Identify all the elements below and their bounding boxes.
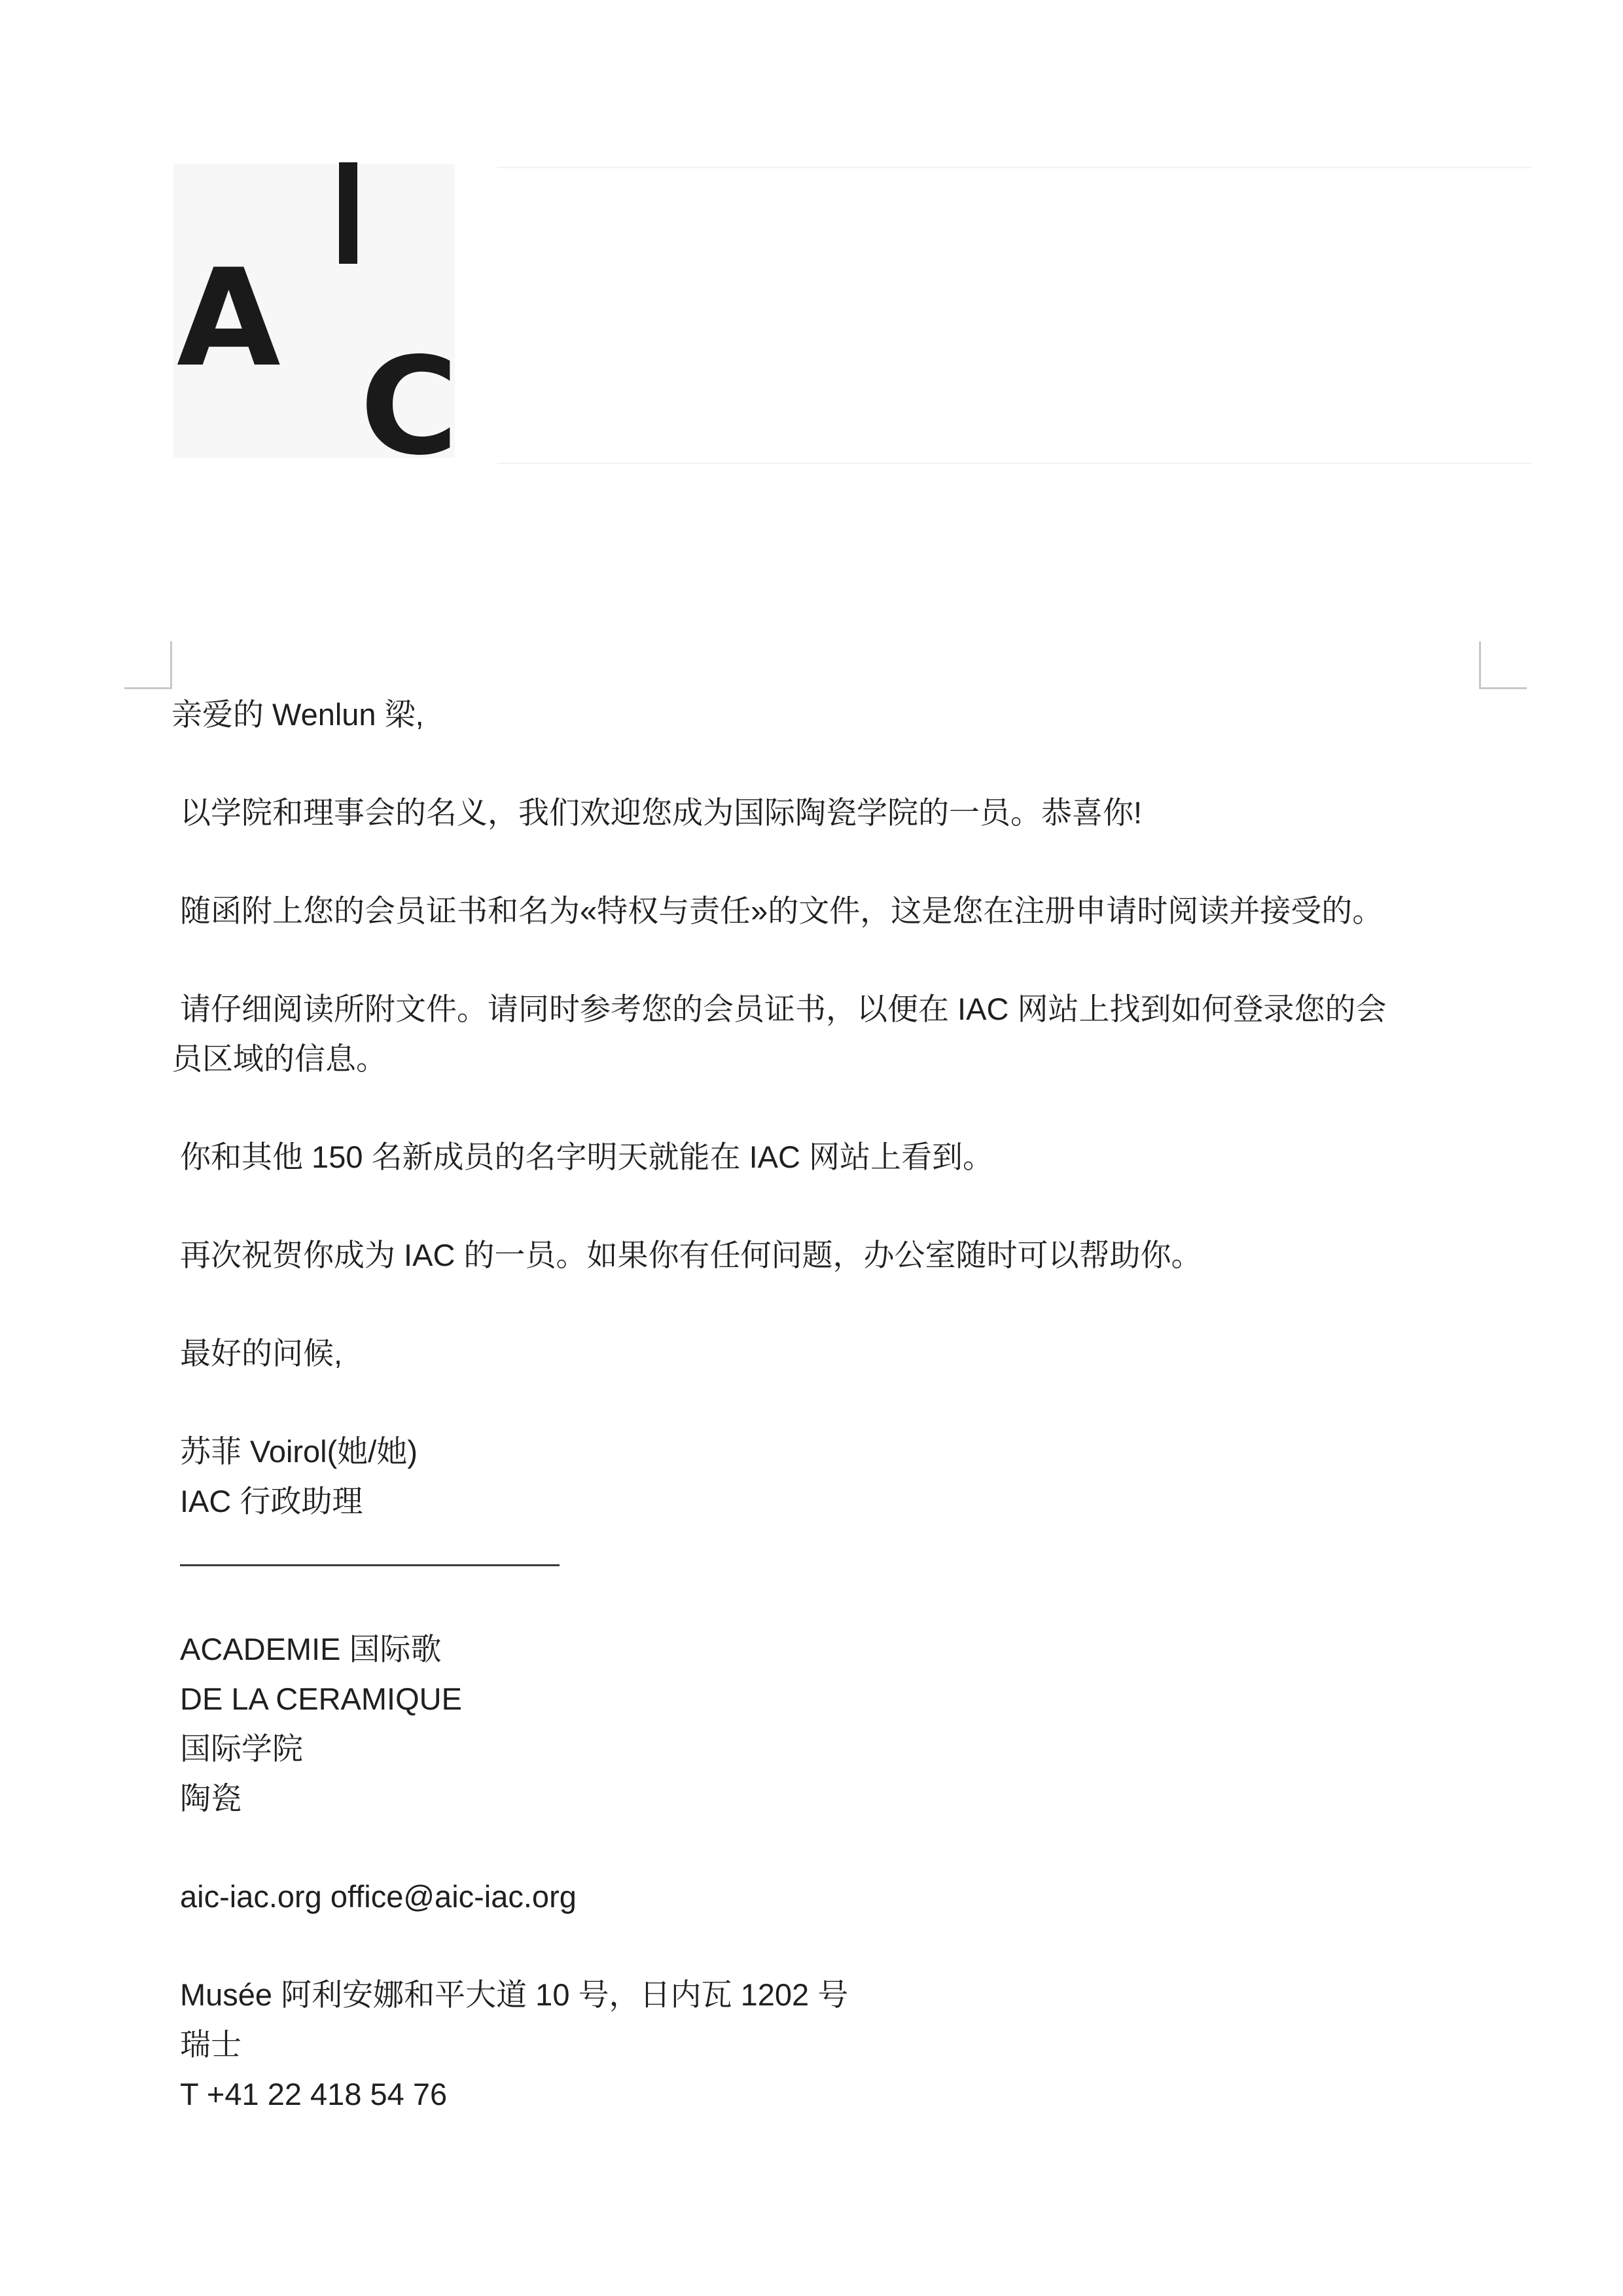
paragraph-attachments: 随函附上您的会员证书和名为«特权与责任»的文件，这是您在注册申请时阅读并接受的。 (180, 893, 1383, 928)
paragraph-congratulations: 再次祝贺你成为 IAC 的一员。如果你有任何问题，办公室随时可以帮助你。 (180, 1238, 1202, 1272)
web-and-email: aic-iac.org office@aic-iac.org (180, 1879, 577, 1914)
logo-letter-a: A (177, 241, 281, 397)
phone-number: T +41 22 418 54 76 (180, 2077, 448, 2111)
margin-corner-right (1479, 641, 1527, 689)
paragraph-welcome: 以学院和理事会的名义，我们欢迎您成为国际陶瓷学院的一员。恭喜你! (180, 795, 1143, 830)
logo-letter-i (339, 162, 357, 264)
salutation: 亲爱的 Wenlun 梁, (171, 697, 424, 732)
address-line2: 瑞士 (180, 2027, 241, 2062)
org-name-line3: 国际学院 (180, 1731, 303, 1766)
org-name-line4: 陶瓷 (180, 1781, 241, 1816)
signature-rule (180, 1564, 560, 1566)
margin-corner-left (124, 641, 172, 689)
org-name-line1: ACADEMIE 国际歌 (180, 1632, 442, 1666)
closing: 最好的问候, (180, 1336, 343, 1371)
header-band (497, 167, 1531, 464)
paragraph-new-members: 你和其他 150 名新成员的名字明天就能在 IAC 网站上看到。 (180, 1139, 993, 1174)
logo-letter-c: C (360, 329, 459, 485)
paragraph-read-instructions-line1: 请仔细阅读所附文件。请同时参考您的会员证书，以便在 IAC 网站上找到如何登录您的会 (180, 992, 1387, 1026)
address-line1: Musée 阿利安娜和平大道 10 号，日内瓦 1202 号 (180, 1977, 849, 2012)
org-name-line2: DE LA CERAMIQUE (180, 1681, 462, 1716)
sender-name: 苏菲 Voirol(她/她) (180, 1434, 418, 1469)
sender-title: IAC 行政助理 (180, 1484, 363, 1518)
paragraph-read-instructions-line2: 员区域的信息。 (171, 1041, 387, 1076)
